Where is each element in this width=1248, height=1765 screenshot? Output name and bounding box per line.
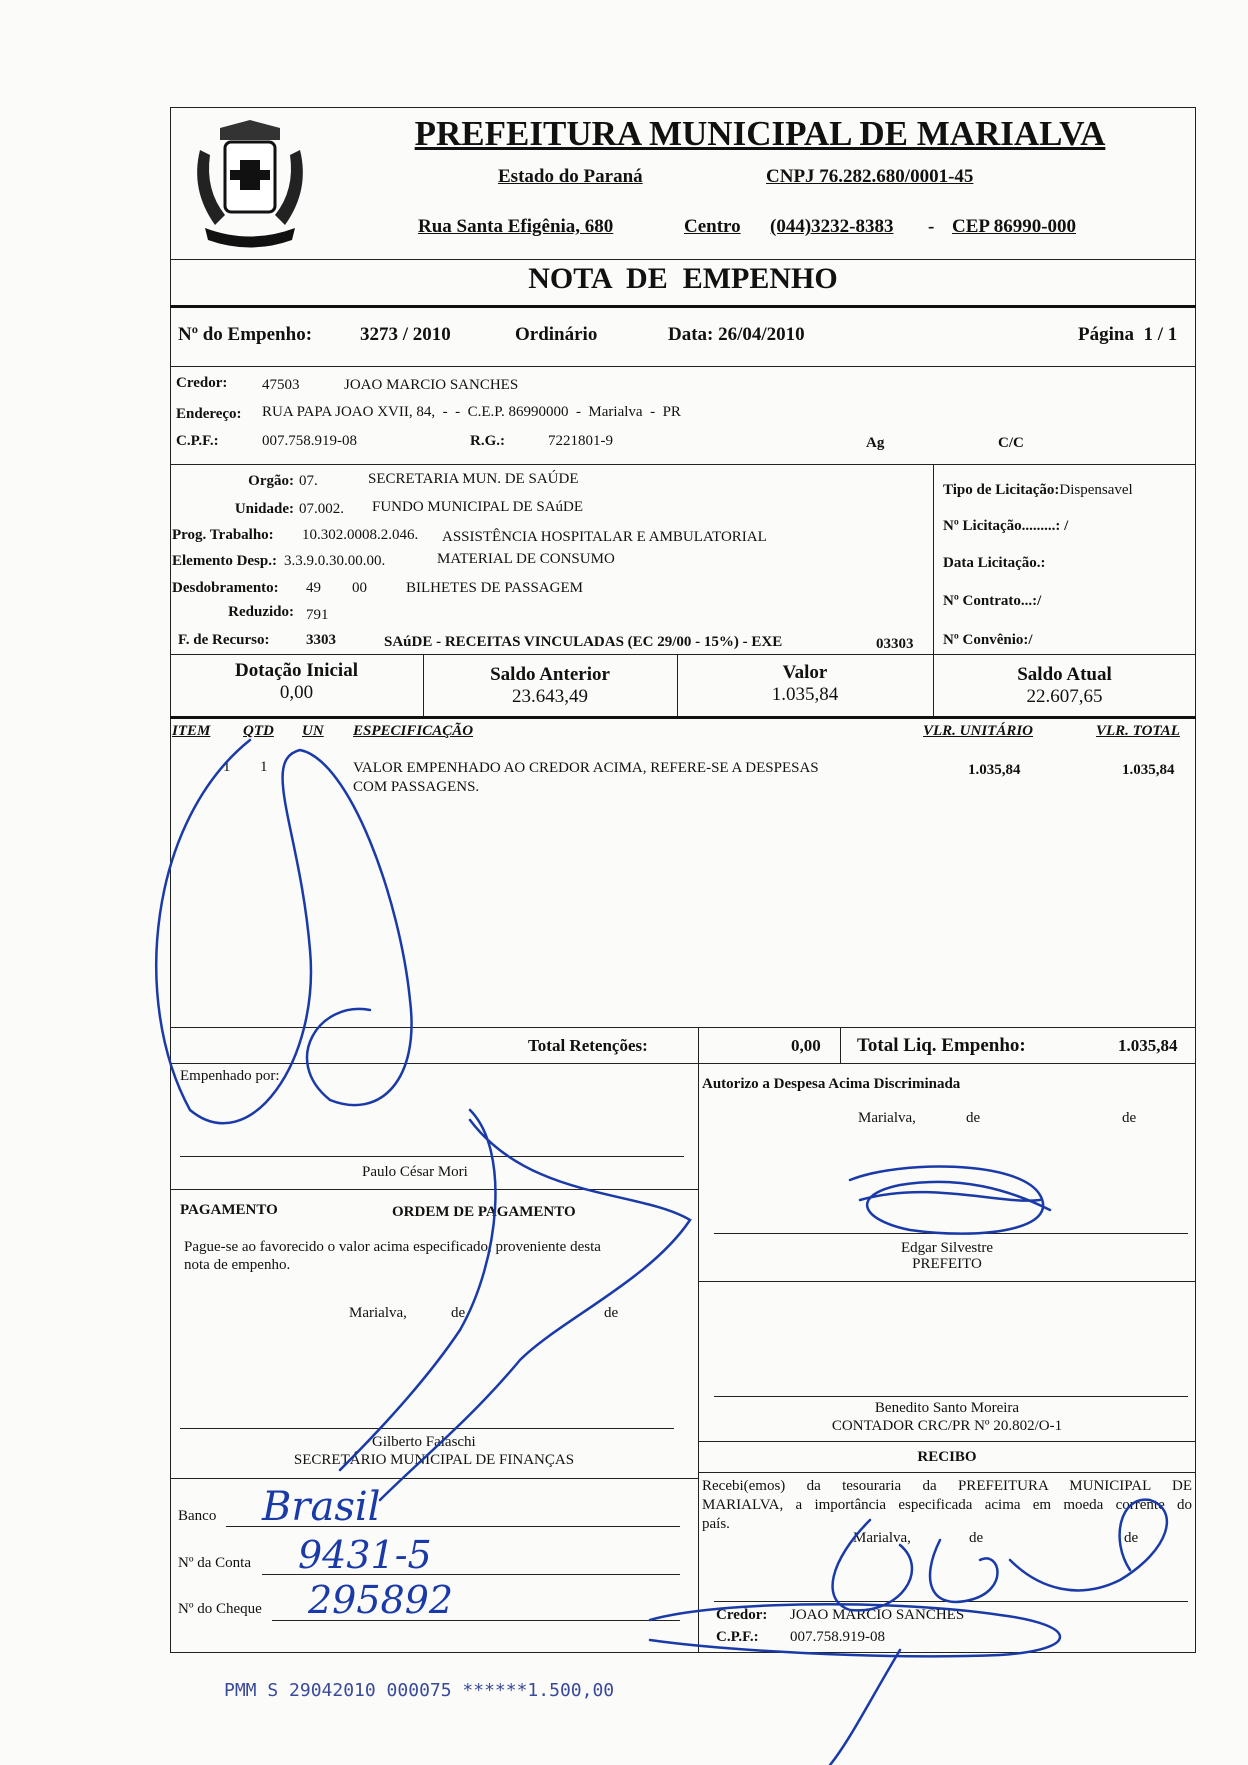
- recurso-label: F. de Recurso:: [178, 632, 270, 648]
- items-header-qtd: QTD: [243, 723, 274, 739]
- conta-label: Nº da Conta: [178, 1555, 251, 1571]
- tipo-licitacao: [943, 482, 1133, 499]
- item-spec-line1: VALOR EMPENHADO AO CREDOR ACIMA, REFERE-SE A DESPESAS: [353, 760, 819, 776]
- street-address: Rua Santa Efigênia, 680: [418, 216, 614, 237]
- page-number: Página 1 / 1: [1078, 324, 1178, 345]
- saldo-anterior: [423, 664, 677, 708]
- recurso-name: SAúDE - RECEITAS VINCULADAS (EC 29/00 - 15%) - EXE: [384, 634, 783, 650]
- recurso-ref: 03303: [876, 636, 914, 652]
- recibo-de1: de: [969, 1530, 984, 1546]
- total-liquido-label: Total Liq. Empenho:: [857, 1035, 1026, 1056]
- saldo-value: 22.607,65: [1026, 686, 1103, 707]
- pagamento-role: SECRETÁRIO MUNICIPAL DE FINANÇAS: [293, 1452, 575, 1468]
- item-qtd: 1: [260, 759, 268, 775]
- recibo-cpf-label: C.P.F.:: [716, 1629, 759, 1645]
- desdobramento-name: BILHETES DE PASSAGEM: [406, 580, 583, 596]
- recibo-place: Marialva,: [853, 1530, 911, 1546]
- pagamento-de2: de: [604, 1305, 619, 1321]
- saldo-dotacao-inicial: [170, 660, 423, 704]
- empenhado-label: Empenhado por:: [180, 1068, 280, 1084]
- endereco-label: Endereço:: [176, 406, 242, 422]
- tipo-licitacao-value: Dispensavel: [1059, 482, 1133, 498]
- cnpj: CNPJ 76.282.680/0001-45: [766, 166, 974, 187]
- recibo-line3: país.: [702, 1516, 730, 1532]
- saldo-atual: [933, 664, 1196, 708]
- recibo-title: RECIBO: [917, 1449, 977, 1465]
- item-number: 1: [223, 759, 231, 775]
- saldo-label: Saldo Anterior: [490, 664, 610, 685]
- recibo-credor-name: JOAO MARCIO SANCHES: [790, 1607, 965, 1623]
- empenho-date: Data: 26/04/2010: [668, 324, 805, 345]
- phone: (044)3232-8383: [770, 216, 894, 237]
- items-header-spec: ESPECIFICAÇÃO: [353, 723, 474, 739]
- saldo-label: Valor: [782, 662, 828, 683]
- recibo-line1: Recebi(emos) da tesouraria da PREFEITURA MUNICIPAL DE: [702, 1478, 1192, 1494]
- tipo-licitacao-label: Tipo de Licitação:: [943, 482, 1060, 498]
- municipality-title: PREFEITURA MUNICIPAL DE MARIALVA: [414, 114, 1106, 153]
- saldo-label: Dotação Inicial: [235, 660, 358, 681]
- saldo-value: 0,00: [279, 682, 314, 703]
- item-spec-line2: COM PASSAGENS.: [353, 779, 480, 795]
- recurso-code: 3303: [306, 632, 336, 648]
- saldo-value: 1.035,84: [771, 684, 839, 705]
- empenhado-name: Paulo César Mori: [362, 1164, 468, 1180]
- numero-convenio: Nº Convênio:/: [943, 632, 1033, 648]
- recibo-cpf-value: 007.758.919-08: [790, 1629, 885, 1645]
- empenho-number: 3273 / 2010: [360, 324, 451, 345]
- pagamento-text-line2: nota de empenho.: [184, 1257, 291, 1273]
- orgao-label: Orgão:: [248, 473, 294, 489]
- payment-stamp: PMM S 29042010 000075 ******1.500,00: [224, 1680, 615, 1701]
- desdobramento-b: 00: [352, 580, 367, 596]
- elemento-label: Elemento Desp.:: [172, 553, 277, 569]
- items-header-unit-value: VLR. UNITÁRIO: [923, 723, 1034, 739]
- pagamento-label: PAGAMENTO: [180, 1202, 278, 1218]
- numero-licitacao: Nº Licitação.........: /: [943, 518, 1069, 534]
- recibo-line2: MARIALVA, a importância especificada acima em moeda corrente do: [702, 1497, 1192, 1513]
- coat-of-arms-icon: [180, 110, 320, 255]
- saldo-valor: [677, 662, 933, 706]
- data-licitacao: Data Licitação.:: [943, 555, 1046, 571]
- cpf-value: 007.758.919-08: [262, 433, 357, 449]
- prog-trabalho-code: 10.302.0008.2.046.: [302, 527, 419, 543]
- recibo-tail-stroke: [830, 1650, 900, 1765]
- autorizo-place: Marialva,: [858, 1110, 916, 1126]
- prog-trabalho-name: ASSISTÊNCIA HOSPITALAR E AMBULATORIAL: [442, 529, 767, 545]
- ag-label: Ag: [866, 435, 885, 451]
- banco-value: Brasil: [262, 1484, 381, 1530]
- endereco-value: RUA PAPA JOAO XVII, 84, - - C.E.P. 86990000 - Marialva - PR: [262, 404, 681, 420]
- state-name: Estado do Paraná: [498, 166, 643, 187]
- pagamento-title: ORDEM DE PAGAMENTO: [392, 1204, 576, 1220]
- unidade-name: FUNDO MUNICIPAL DE SAúDE: [372, 499, 583, 515]
- rg-value: 7221801-9: [548, 433, 613, 449]
- banco-label: Banco: [178, 1508, 217, 1524]
- cep: CEP 86990-000: [952, 216, 1077, 237]
- elemento-name: MATERIAL DE CONSUMO: [437, 551, 615, 567]
- credor-code: 47503: [262, 377, 300, 393]
- rg-label: R.G.:: [470, 433, 505, 449]
- contador-role: CONTADOR CRC/PR Nº 20.802/O-1: [831, 1418, 1063, 1434]
- autorizo-role: PREFEITO: [912, 1256, 982, 1272]
- recibo-credor-label: Credor:: [716, 1607, 768, 1623]
- empenho-type: Ordinário: [515, 324, 598, 345]
- contador-name: Benedito Santo Moreira: [874, 1400, 1020, 1416]
- address-separator: -: [928, 216, 935, 237]
- desdobramento-a: 49: [306, 580, 321, 596]
- desdobramento-label: Desdobramento:: [172, 580, 279, 596]
- credor-name: JOAO MARCIO SANCHES: [344, 377, 519, 393]
- prog-trabalho-label: Prog. Trabalho:: [172, 527, 274, 543]
- orgao-code: 07.: [299, 473, 318, 489]
- total-retencoes-label: Total Retenções:: [528, 1036, 648, 1055]
- cc-label: C/C: [998, 435, 1024, 451]
- recibo-de2: de: [1124, 1530, 1139, 1546]
- total-liquido-value: 1.035,84: [1118, 1036, 1178, 1055]
- autorizo-name: Edgar Silvestre: [900, 1240, 994, 1256]
- autorizo-de2: de: [1122, 1110, 1137, 1126]
- cheque-value: 295892: [308, 1578, 454, 1622]
- reduzido-value: 791: [306, 607, 329, 623]
- empenho-label: Nº do Empenho:: [178, 324, 313, 345]
- pagamento-de1: de: [451, 1305, 466, 1321]
- unidade-code: 07.002.: [299, 501, 344, 517]
- numero-contrato: Nº Contrato...:/: [943, 593, 1042, 609]
- autorizo-title: Autorizo a Despesa Acima Discriminada: [702, 1076, 961, 1092]
- pagamento-name: Gilberto Falaschi: [372, 1434, 476, 1450]
- saldo-value: 23.643,49: [512, 686, 588, 707]
- items-header-item: ITEM: [172, 723, 211, 739]
- orgao-name: SECRETARIA MUN. DE SAÚDE: [368, 471, 579, 487]
- district: Centro: [684, 216, 741, 237]
- conta-value: 9431-5: [298, 1533, 432, 1577]
- cheque-label: Nº do Cheque: [178, 1601, 262, 1617]
- unidade-label: Unidade:: [234, 501, 294, 517]
- item-unit-value: 1.035,84: [968, 762, 1021, 778]
- reduzido-label: Reduzido:: [228, 604, 294, 620]
- item-total-value: 1.035,84: [1122, 762, 1175, 778]
- elemento-code: 3.3.9.0.30.00.00.: [284, 553, 386, 569]
- autorizo-de1: de: [966, 1110, 981, 1126]
- pagamento-place: Marialva,: [349, 1305, 407, 1321]
- items-header-total-value: VLR. TOTAL: [1096, 723, 1180, 739]
- pagamento-text-line1: Pague-se ao favorecido o valor acima especificado, proveniente desta: [184, 1239, 601, 1255]
- saldo-label: Saldo Atual: [1017, 664, 1112, 685]
- document-title: NOTA DE EMPENHO: [528, 262, 838, 295]
- items-header-un: UN: [302, 723, 324, 739]
- cpf-label: C.P.F.:: [176, 433, 219, 449]
- credor-label: Credor:: [176, 375, 228, 391]
- total-retencoes-value: 0,00: [791, 1036, 821, 1055]
